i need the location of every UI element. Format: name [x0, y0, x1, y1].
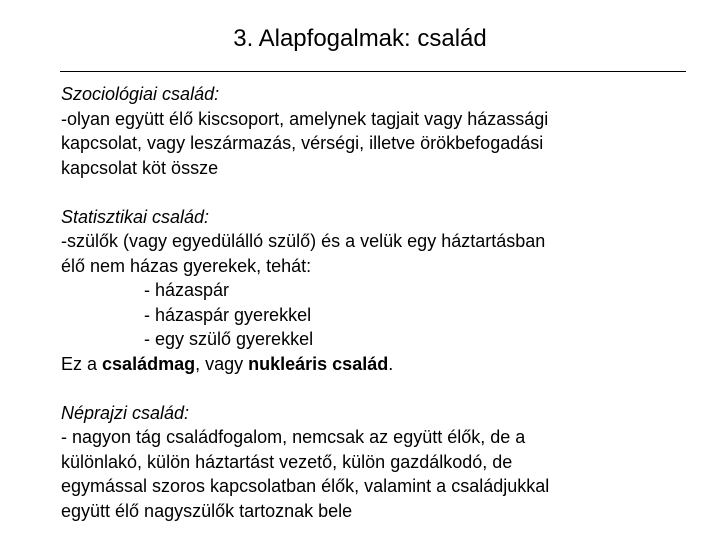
term-nuklearis-csalad: nukleáris család — [248, 353, 389, 374]
section-statistical — [61, 205, 701, 377]
slide-title: 3. Alapfogalmak: család — [233, 25, 487, 52]
spacer — [61, 180, 701, 205]
summary-line — [61, 352, 701, 377]
section-heading: Néprajzi család: — [61, 402, 190, 423]
spacer — [61, 376, 701, 401]
title-divider — [60, 71, 686, 72]
text-line: kapcsolat, vagy leszármazás, vérségi, illetve örökbefogadási — [61, 133, 544, 153]
section-heading: Statisztikai család: — [61, 206, 210, 227]
slide-body — [61, 82, 701, 523]
summary-suffix: . — [388, 353, 394, 374]
text-line: élő nem házas gyerekek, tehát: — [61, 255, 312, 276]
section-sociological — [61, 82, 701, 180]
list-item: - egy szülő gyerekkel — [144, 329, 314, 349]
list-item: - házaspár — [144, 280, 230, 300]
text-line: - nagyon tág családfogalom, nemcsak az együtt élők, de a — [61, 427, 526, 447]
section-ethnographic — [61, 401, 701, 524]
text-line: -szülők (vagy egyedülálló szülő) és a velük egy háztartásban — [61, 231, 546, 251]
text-line: különlakó, külön háztartást vezető, külön gazdálkodó, de — [61, 451, 513, 472]
text-line: -olyan együtt élő kiscsoport, amelynek tagjait vagy házassági — [61, 108, 549, 129]
summary-middle: , vagy — [195, 353, 249, 374]
summary-prefix: Ez a — [61, 353, 103, 374]
term-csaladmag: családmag — [102, 353, 196, 374]
section-heading: Szociológiai család: — [61, 84, 220, 104]
text-line: egymással szoros kapcsolatban élők, valamint a családjukkal — [61, 476, 550, 496]
list-item: - házaspár gyerekkel — [144, 304, 312, 325]
text-line: kapcsolat köt össze — [61, 157, 219, 178]
text-line: együtt élő nagyszülők tartoznak bele — [61, 500, 353, 521]
